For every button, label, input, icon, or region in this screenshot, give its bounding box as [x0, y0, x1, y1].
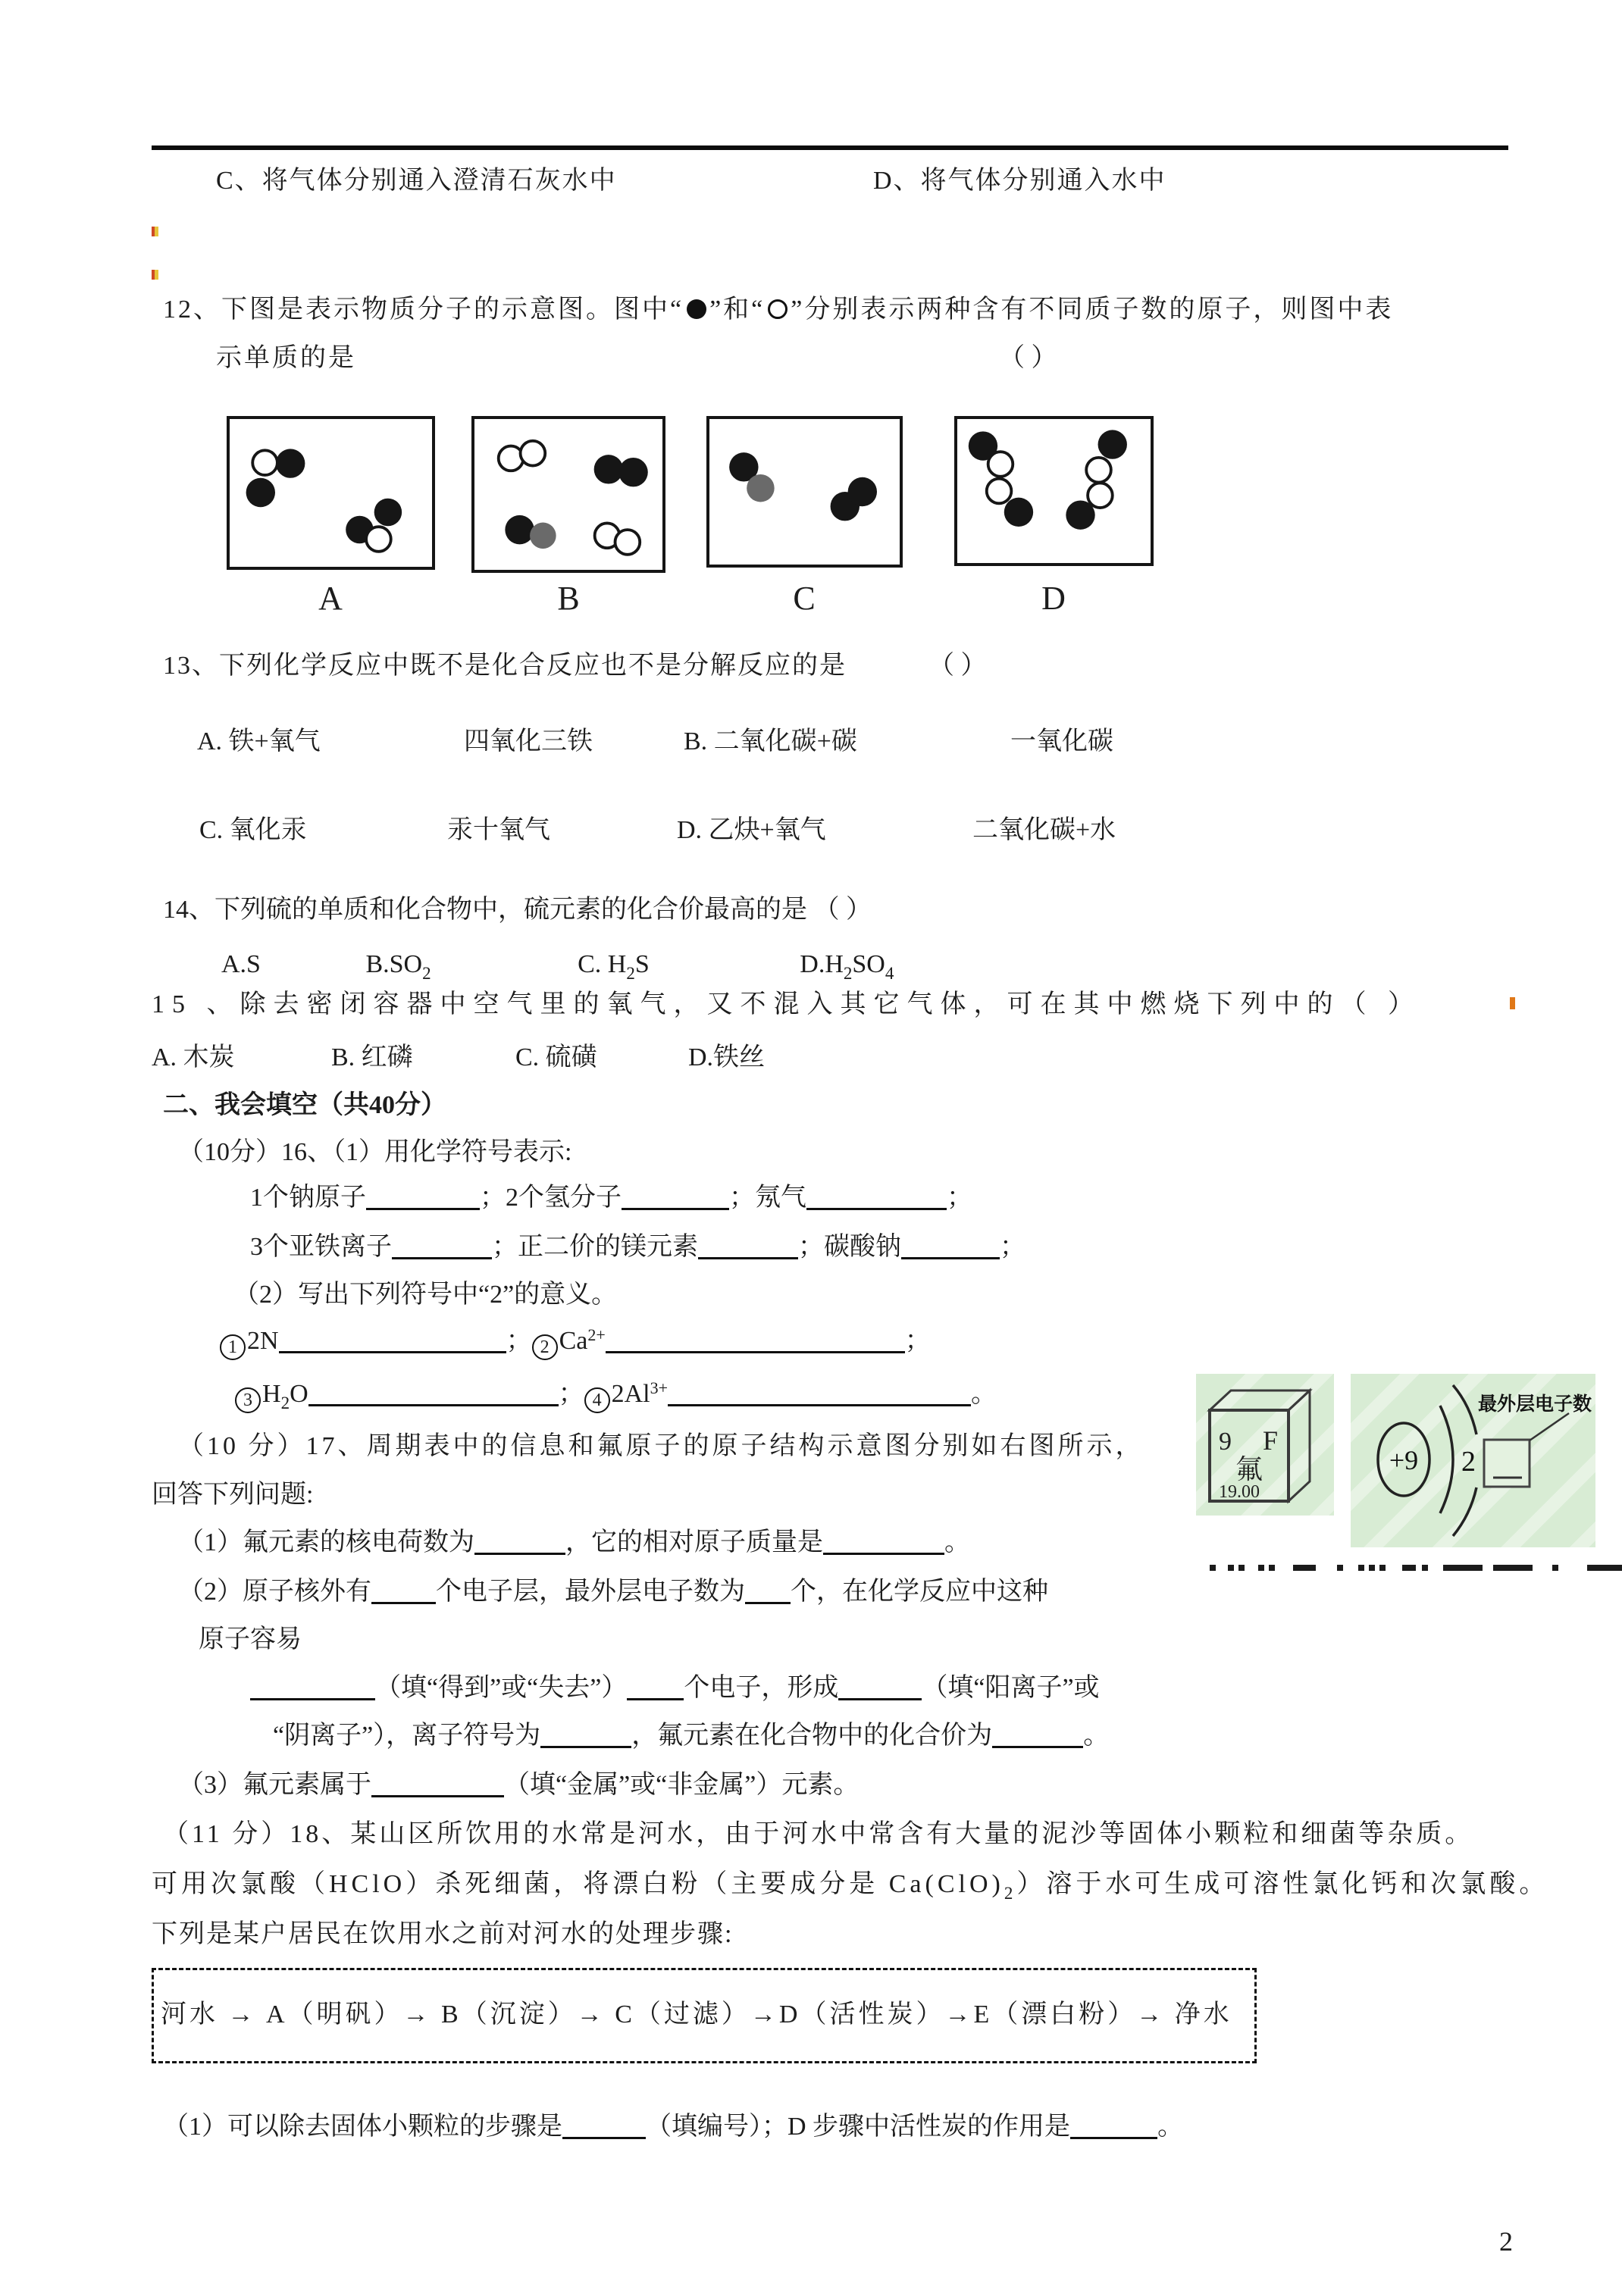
q16-symbol-2al: $2Al^{3+}$ [611, 1378, 669, 1408]
open-atom-icon [768, 299, 788, 319]
atomic-mass: 19.00 [1219, 1482, 1260, 1502]
q17-p1a: （1）氟元素的核电荷数为 [178, 1528, 474, 1556]
blank [622, 1185, 729, 1210]
q15-option-b: B. 红磷 [331, 1043, 413, 1071]
q16-symbols-line1 [220, 1325, 931, 1360]
blank [627, 1675, 684, 1700]
blank [823, 1530, 944, 1555]
q16-symbols-line2 [235, 1378, 997, 1415]
q17-p2i: ，氟元素在化合物中的化合价为 [631, 1722, 993, 1750]
highlight-speck [1510, 997, 1515, 1009]
outer-electron-label: 最外层电子数 [1477, 1394, 1592, 1415]
nucleus-charge: +9 [1389, 1445, 1419, 1475]
water-treatment-flow: 河水 → A（明矾）→ B（沉淀）→ C（过滤）→D（活性炭）→E（漂白粉）→ 净水 [161, 2000, 1232, 2029]
blank [371, 1579, 436, 1604]
q16-fill-line1 [250, 1182, 972, 1215]
q13-option-b-product: 一氧化碳 [1010, 727, 1113, 755]
q17-part1 [178, 1527, 970, 1559]
blank [1070, 2114, 1157, 2139]
q18-stem-line2: 可用次氯酸（HClO）杀死细菌，将漂白粉（主要成分是 $Ca(ClO)_2$）溶于水可生成可溶性氯化钙和次氯酸。 [152, 1870, 1549, 1903]
q11-option-d: D、将气体分别通入水中 [873, 167, 1166, 195]
q17-part2-line4 [273, 1720, 1109, 1753]
q14-options [221, 949, 894, 985]
separator: 。 [971, 1380, 997, 1408]
q17-p2c: 个，在化学反应中这种 [791, 1578, 1048, 1606]
q17-p3a: （3）氟元素属于 [178, 1771, 371, 1799]
element-name: 氟 [1235, 1454, 1263, 1484]
q17-p2g: （填“阳离子”或 [922, 1674, 1100, 1702]
blank [745, 1579, 791, 1604]
q16-fill-line2 [250, 1231, 1025, 1264]
q13-option-d-product: 二氧化碳+水 [972, 816, 1116, 844]
filled-atom-icon [687, 299, 706, 319]
q16-f2c: ；碳酸钠 [798, 1233, 901, 1261]
element-card-panel [1196, 1374, 1334, 1516]
q16-f2d: ； [1000, 1233, 1025, 1261]
q13-option-c-product: 汞十氧气 [447, 816, 550, 844]
q14-stem: 14、下列硫的单质和化合物中，硫元素的化合价最高的是 （ ） [163, 896, 872, 924]
q13-option-a: A. 铁+氧气 [197, 727, 321, 755]
q12-stem-line1 [163, 294, 1393, 327]
q13-option-d: D. 乙炔+氧气 [677, 816, 826, 844]
q13-option-a-product: 四氧化三铁 [464, 727, 593, 755]
section2-title: 二、我会填空（共40分） [163, 1091, 446, 1119]
blank [371, 1772, 504, 1797]
q15-option-a: A. 木炭 [152, 1043, 235, 1071]
circled-4: 4 [584, 1387, 610, 1413]
element-symbol: F [1263, 1425, 1279, 1456]
q16-f1d: ； [947, 1184, 972, 1212]
q17-p1b: ，它的相对原子质量是 [565, 1528, 823, 1556]
circled-1: 1 [220, 1334, 246, 1360]
molecule-diagram-c [709, 419, 900, 565]
molecule-diagram-b [474, 419, 662, 570]
separator: ； [506, 1327, 532, 1355]
molecule-box-c [706, 416, 903, 568]
q17-p3b: （填“金属”或“非金属”）元素。 [504, 1771, 860, 1799]
q17-part3 [178, 1769, 859, 1802]
q18-stem-line3: 下列是某户居民在饮用水之前对河水的处理步骤: [152, 1920, 734, 1948]
circled-3: 3 [235, 1387, 261, 1413]
molecule-diagram-d [957, 419, 1151, 563]
q16-f2b: ；正二价的镁元素 [492, 1233, 698, 1261]
blank [474, 1530, 565, 1555]
molecule-label-c: C [793, 580, 816, 617]
q16-f2a: 3个亚铁离子 [250, 1233, 392, 1261]
q17-p2f: 个电子，形成 [684, 1674, 839, 1702]
atom-structure-panel [1351, 1374, 1595, 1547]
q16-symbol-2n: 2N [247, 1327, 279, 1355]
q17-p2h: “阴离子”），离子符号为 [273, 1722, 541, 1750]
blank [698, 1234, 798, 1259]
blank [668, 1381, 971, 1406]
blank [279, 1328, 506, 1353]
fluorine-atom-diagram [1351, 1374, 1595, 1547]
q16-symbol-ca: $Ca^{2+}$ [559, 1325, 606, 1355]
q14-option-a: A.S [221, 950, 261, 978]
q17-p2b: 个电子层，最外层电子数为 [436, 1578, 745, 1606]
blank [392, 1234, 492, 1259]
top-rule [152, 145, 1508, 150]
q17-stem-line1: （10 分）17、周期表中的信息和氟原子的原子结构示意图分别如右图所示， [178, 1432, 1144, 1460]
molecule-label-b: B [557, 580, 580, 617]
q16-symbol-h2o: $H_2O$ [262, 1380, 308, 1412]
blank [992, 1723, 1083, 1748]
atomic-number: 9 [1219, 1428, 1232, 1456]
q13-option-b: B. 二氧化碳+碳 [684, 727, 857, 755]
q17-stem-line2: 回答下列问题: [152, 1481, 314, 1509]
q17-p1c: 。 [944, 1528, 970, 1556]
q15-stem: 15 、除去密闭容器中空气里的氧气，又不混入其它气体，可在其中燃烧下列中的（ ） [152, 990, 1421, 1018]
q16-f1c: ；氖气 [729, 1184, 806, 1212]
q16-f1a: 1个钠原子 [250, 1184, 366, 1212]
q12-stem-line2: 示单质的是 [216, 344, 356, 372]
q18-p1b: （填编号）；D 步骤中活性炭的作用是 [646, 2113, 1071, 2141]
q14-option-d: $D.H_2SO_4$ [800, 950, 894, 983]
separator: ； [904, 1327, 931, 1355]
q16-f1b: ；2个氢分子 [480, 1184, 622, 1212]
inner-shell-count: 2 [1461, 1446, 1476, 1478]
q18-part1 [163, 2111, 1183, 2144]
q18-l2a: 可用次氯酸（HClO）杀死细菌，将漂白粉（主要成分是 Ca(ClO) [152, 1870, 1004, 1898]
q14-option-c: C. $H_2S$ [578, 950, 650, 983]
q17-p2e: （填“得到”或“失去”） [375, 1674, 628, 1702]
q17-part2-line3 [250, 1672, 1100, 1705]
fluorine-element-cube [1196, 1374, 1334, 1516]
q18-stem-line1: （11 分）18、某山区所饮用的水常是河水，由于河水中常含有大量的泥沙等固体小颗粒和细菌等杂质。 [163, 1820, 1474, 1848]
molecule-label-a: A [318, 580, 343, 617]
q15-option-c: C. 硫磺 [515, 1043, 597, 1071]
dotted-line [1210, 1550, 1622, 1583]
q12-text-post: ”分别表示两种含有不同质子数的原子，则图中表 [791, 296, 1394, 324]
q12-text-mid: ”和“ [709, 296, 766, 324]
blank [838, 1675, 922, 1700]
q13-option-c: C. 氧化汞 [199, 816, 307, 844]
page-number: 2 [1499, 2226, 1513, 2257]
q12-text-pre: 12、下图是表示物质分子的示意图。图中“ [163, 296, 684, 324]
q17-part2-line2: 原子容易 [199, 1625, 302, 1653]
molecule-label-d: D [1041, 580, 1066, 617]
molecule-diagram-a [230, 419, 432, 567]
q11-option-c: C、将气体分别通入澄清石灰水中 [216, 167, 617, 195]
molecule-box-b [471, 416, 665, 573]
q12-answer-brackets: （ ） [999, 344, 1057, 372]
q18-p1a: （1）可以除去固体小颗粒的步骤是 [163, 2113, 562, 2141]
blank [901, 1234, 1000, 1259]
circled-2: 2 [532, 1334, 558, 1360]
blank [540, 1723, 631, 1748]
separator: ； [558, 1380, 584, 1408]
q16-part2-intro: （2）写出下列符号中“2”的意义。 [233, 1281, 618, 1309]
blank [806, 1185, 947, 1210]
blank [562, 2114, 646, 2139]
blank [308, 1381, 559, 1406]
q16-intro: （10分）16、（1）用化学符号表示: [178, 1138, 572, 1166]
blank [366, 1185, 480, 1210]
molecule-box-d [954, 416, 1154, 566]
q17-part2-line1 [178, 1576, 1048, 1609]
highlight-speck [152, 227, 158, 236]
blank [606, 1328, 905, 1353]
q17-p2a: （2）原子核外有 [178, 1578, 371, 1606]
q18-l2b: ）溶于水可生成可溶性氯化钙和次氯酸。 [1016, 1870, 1549, 1898]
highlight-speck [152, 270, 158, 280]
q14-option-b: $B.SO_2$ [365, 950, 431, 983]
q13-stem: 13、下列化学反应中既不是化合反应也不是分解反应的是 [163, 652, 847, 680]
q13-answer-brackets: （ ） [928, 652, 987, 680]
q15-option-d: D.铁丝 [688, 1043, 766, 1071]
q18-p1c: 。 [1157, 2113, 1184, 2141]
molecule-box-a [227, 416, 435, 570]
q17-p2j: 。 [1083, 1722, 1110, 1750]
blank [250, 1675, 375, 1700]
